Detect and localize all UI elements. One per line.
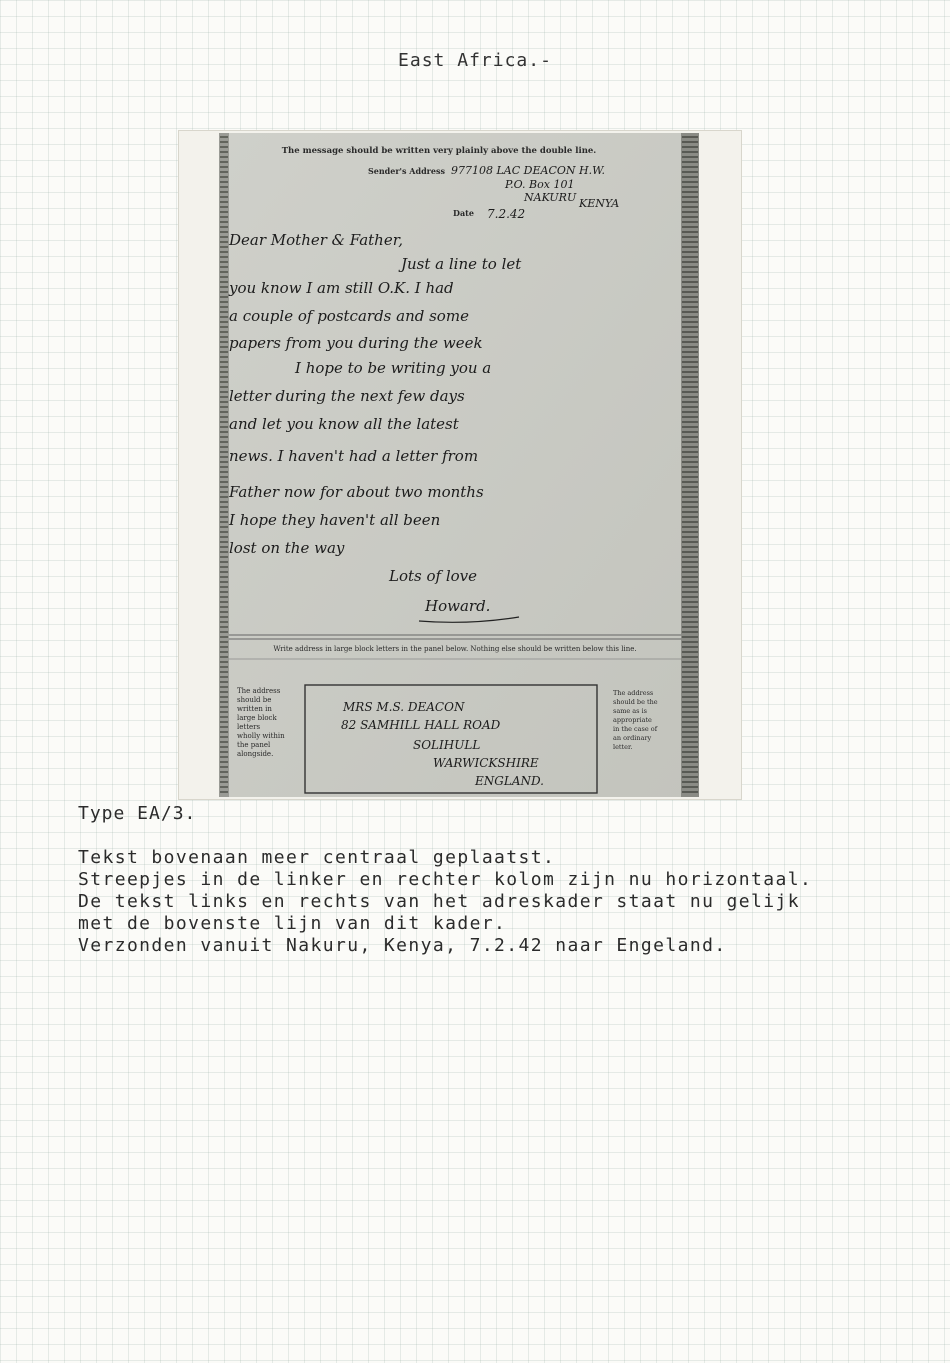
date-label: Date — [453, 208, 474, 218]
footer-instruction: Write address in large block letters in the panel below. Nothing else should be written below this line. — [273, 645, 637, 653]
left-note-line: The address — [237, 687, 281, 695]
signature: Howard. — [425, 597, 491, 615]
left-note-line: written in — [237, 705, 272, 713]
right-note-line: appropriate — [613, 716, 652, 724]
body-line-13: Lots of love — [389, 567, 478, 585]
body-line-7: letter during the next few days — [229, 387, 465, 405]
right-note-line: The address — [613, 689, 654, 697]
right-note-line: in the case of — [613, 725, 658, 733]
body-line-9: news. I haven't had a letter from — [229, 447, 479, 465]
description-line: met de bovenste lijn van dit kader. — [78, 913, 507, 934]
airgraph-photo — [178, 130, 742, 800]
sender-line-2: P.O. Box 101 — [505, 178, 575, 191]
left-note-line: letters — [237, 723, 261, 731]
body-line-12: lost on the way — [229, 539, 345, 557]
body-line-2: Just a line to let — [401, 255, 522, 273]
right-note-line: an ordinary — [613, 734, 652, 742]
airgraph-letter — [219, 133, 699, 797]
sender-line-4: KENYA — [579, 197, 620, 210]
left-note-line: should be — [237, 696, 272, 704]
body-line-3: you know I am still O.K. I had — [229, 279, 454, 297]
right-note-line: should be the — [613, 698, 658, 706]
sender-line-3: NAKURU — [524, 191, 577, 204]
body-line-5: papers from you during the week — [229, 334, 483, 352]
address-line-3: SOLIHULL — [413, 738, 481, 752]
left-note-line: wholly within — [237, 732, 285, 740]
description — [78, 847, 938, 957]
right-note — [613, 689, 658, 751]
header-instruction: The message should be written very plainly above the double line. — [281, 146, 597, 156]
left-note-line: the panel — [237, 741, 271, 749]
date-value: 7.2.42 — [487, 207, 526, 221]
address-line-4: WARWICKSHIRE — [433, 756, 539, 770]
page-title: East Africa.- — [398, 50, 552, 71]
description-line: Streepjes in de linker en rechter kolom zijn nu horizontaal. — [78, 869, 813, 890]
description-line: Tekst bovenaan meer centraal geplaatst. — [78, 847, 556, 868]
right-note-line: letter. — [613, 743, 633, 751]
description-line: De tekst links en rechts van het adreskader staat nu gelijk — [78, 891, 800, 912]
address-line-5: ENGLAND. — [475, 774, 544, 788]
sender-label: Sender's Address — [367, 166, 445, 176]
body-line-6: I hope to be writing you a — [295, 359, 492, 377]
right-note-line: same as is — [613, 707, 647, 715]
body-line-8: and let you know all the latest — [229, 415, 459, 433]
address-line-1: MRS M.S. DEACON — [343, 700, 465, 714]
description-line: Verzonden vanuit Nakuru, Kenya, 7.2.42 naar Engeland. — [78, 935, 727, 956]
body-line-11: I hope they haven't all been — [229, 511, 441, 529]
address-line-2: 82 SAMHILL HALL ROAD — [341, 718, 501, 732]
body-line-4: a couple of postcards and some — [229, 307, 469, 325]
type-label: Type EA/3. — [78, 803, 197, 824]
body-line-10: Father now for about two months — [229, 483, 484, 501]
body-line-1: Dear Mother & Father, — [229, 231, 403, 249]
left-note-line: large block — [237, 714, 277, 722]
left-note-line: alongside. — [237, 750, 274, 758]
sender-line-1: 977108 LAC DEACON H.W. — [451, 164, 605, 177]
